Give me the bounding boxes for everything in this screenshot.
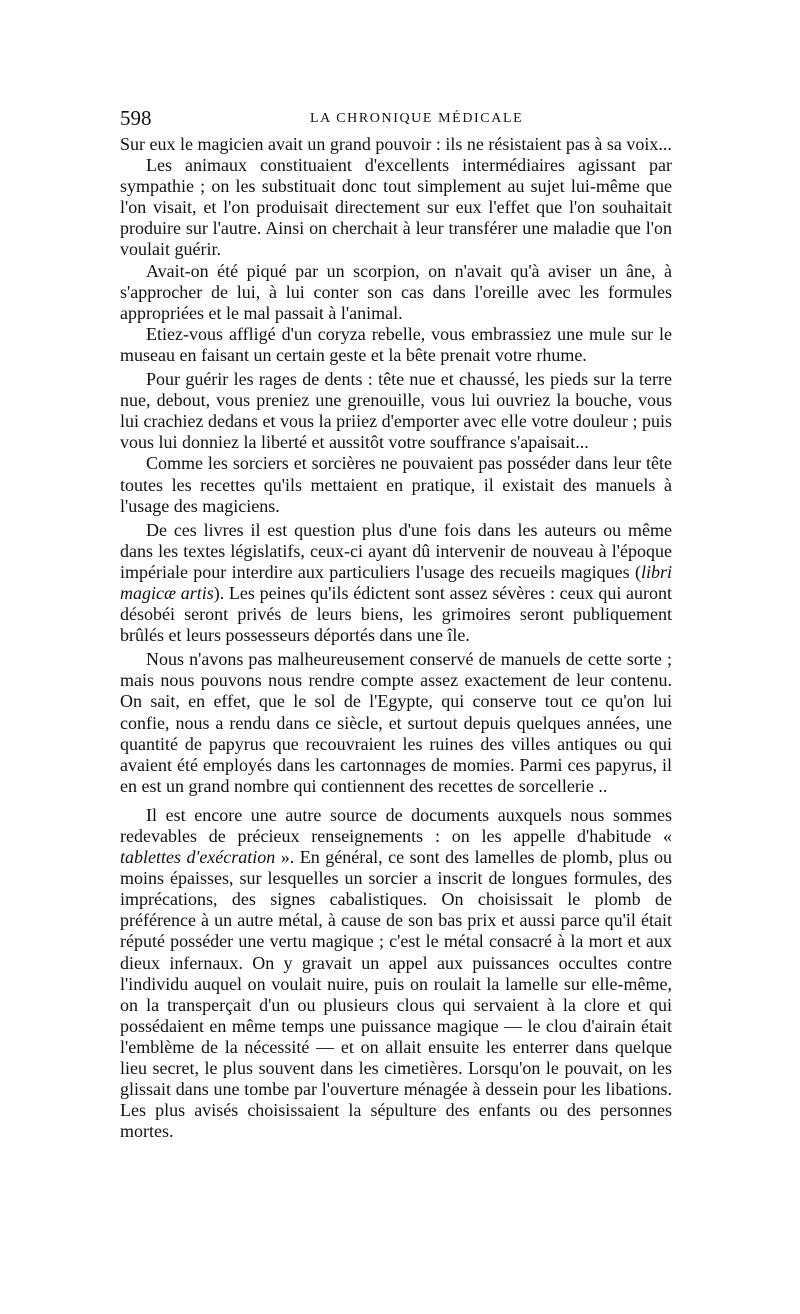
journal-title: LA CHRONIQUE MÉDICALE [310, 111, 524, 126]
paragraph-9-italic-text: tablettes d'exécration [120, 847, 276, 868]
paragraph-5: Pour guérir les rages de dents : tête nue et chaussé, les pieds sur la terre nue, debout, vous preniez une grenouille, vous lui ouvriez la bouche, vous lui crachiez dedans et vous la priiez d'emporter avec elle votre douleur ; puis vous lui donniez la liberté et aussitôt votre souffrance s'apaisait... [120, 369, 672, 453]
paragraph-7 [120, 520, 672, 647]
paragraph-7-text-before: De ces livres il est question plus d'une fois dans les auteurs ou même dans les textes législatifs, ceux-ci ayant dû intervenir de nouveau à l'époque impériale pour interdire aux particuliers l'usage des recueils magiques ( [120, 519, 672, 582]
paragraph-2: Les animaux constituaient d'excellents intermédiaires agissant par sympathie ; on les substituait donc tout simplement au sujet lui-même que l'on visait, et l'on produisait directement sur eux l'effet que l'on souhaitait produire sur l'autre. Ainsi on cherchait à leur transférer une maladie que l'on voulait guérir. [120, 155, 672, 260]
running-head [120, 106, 680, 130]
paragraph-3: Avait-on été piqué par un scorpion, on n'avait qu'à aviser un âne, à s'approcher de lui, à lui conter son cas dans l'oreille avec les formules appropriées et le mal passait à l'animal. [120, 260, 672, 323]
paragraph-gap [120, 797, 672, 805]
paragraph-9-text-before: Il est encore une autre source de documents auxquels nous sommes redevables de précieux renseignements : on les appelle d'habitude « [120, 804, 672, 846]
paragraph-6: Comme les sorciers et sorcières ne pouvaient pas posséder dans leur tête toutes les recettes qu'ils mettaient en pratique, il existait des manuels à l'usage des magiciens. [120, 453, 672, 516]
page-number: 598 [120, 106, 152, 130]
paragraph-8: Nous n'avons pas malheureusement conservé de manuels de cette sorte ; mais nous pouvons nous rendre compte assez exactement de leur contenu. On sait, en effet, que le sol de l'Egypte, qui conserve tout ce qu'on lui confie, nous a rendu dans ce siècle, et surtout depuis quelques années, une quantité de papyrus que recouvraient les ruines des villes antiques ou qui avaient été employés dans les cartonnages de momies. Parmi ces papyrus, il en est un grand nombre qui contiennent des recettes de sorcellerie .. [120, 649, 672, 796]
article-text [120, 134, 672, 1142]
paragraph-4: Etiez-vous affligé d'un coryza rebelle, vous embrassiez une mule sur le museau en faisant un certain geste et la bête prenait votre rhume. [120, 323, 672, 365]
paragraph-7-italic-text: libri magicæ artis [120, 561, 672, 603]
paragraph-9-text-after: ». En général, ce sont des lamelles de plomb, plus ou moins épaisses, sur lesquelles un sorcier a inscrit de longues formules, des imprécations, des signes cabalistiques. On choisissait le plomb de préférence à un autre métal, à cause de son bas prix et aussi parce qu'il était réputé posséder une vertu magique ; c'est le métal consacré à la mort et aux dieux infernaux. On y gravait un appel aux puissances occultes contre l'individu auquel on voulait nuire, puis on roulait la lamelle sur elle-même, on la transperçait d'un ou plusieurs clous qui servaient à la clore et qui possédaient en même temps une puissance magique — le clou d'airain était l'emblème de la nécessité — et on allait ensuite les enterrer dans quelque lieu secret, le plus souvent dans les cimetières. Lorsqu'on le pouvait, on les glissait dans une tombe par l'ouverture ménagée à dessein pour les libations. Les plus avisés choisissaient la sépulture des enfants ou des personnes mortes. [120, 847, 672, 1142]
paragraph-1: Sur eux le magicien avait un grand pouvoir : ils ne résistaient pas à sa voix... [120, 134, 672, 154]
paragraph-9 [120, 805, 672, 1143]
paragraph-7-text-after: ). Les peines qu'ils édictent sont assez sévères : ceux qui auront désobéi seront privés de leurs biens, les grimoires seront publiquement brûlés et leurs possesseurs déportés dans une île. [120, 582, 673, 646]
